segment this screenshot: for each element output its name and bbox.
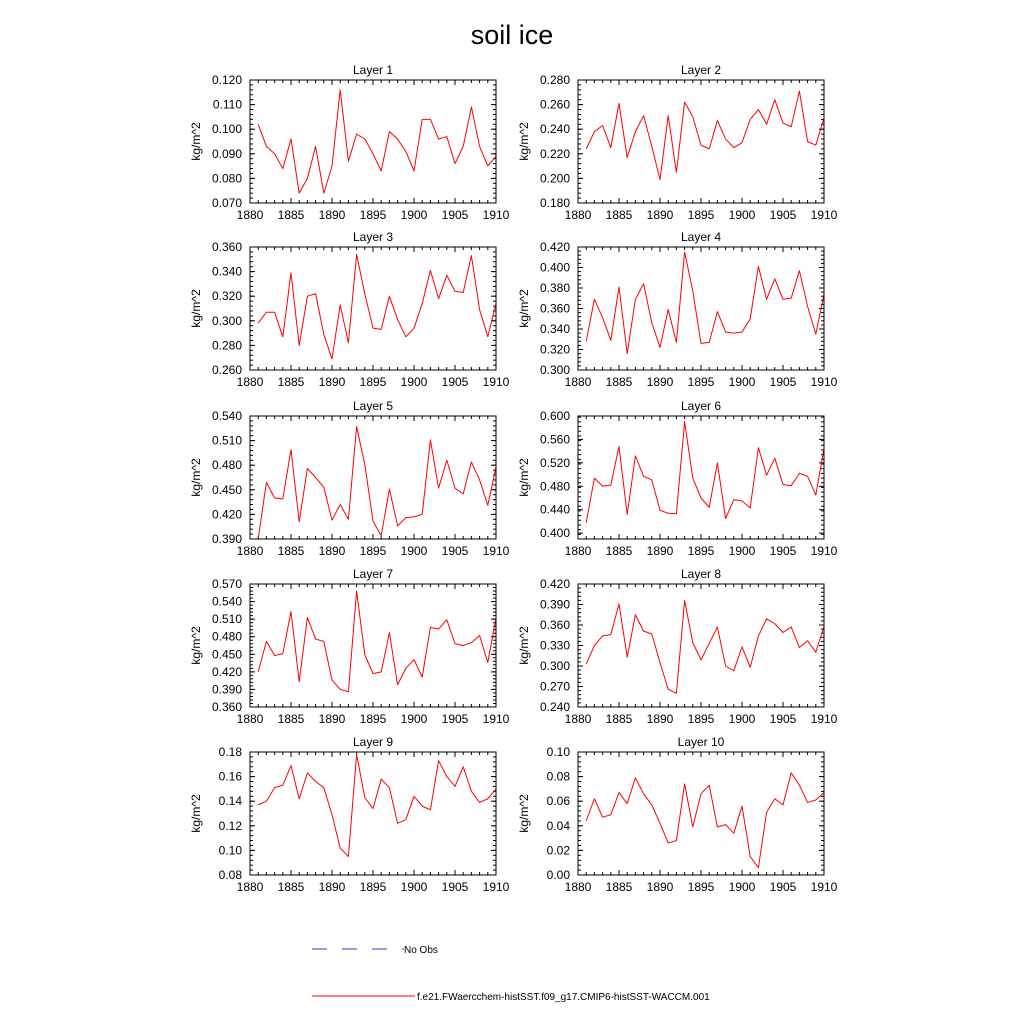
x-tick-label: 1885 <box>605 712 633 726</box>
y-tick-label: 0.200 <box>539 171 570 186</box>
x-tick-label: 1880 <box>564 544 592 558</box>
x-tick-label: 1895 <box>359 880 387 894</box>
x-tick-label: 1890 <box>318 880 346 894</box>
x-tick-label: 1895 <box>359 712 387 726</box>
plot-frame <box>578 416 824 539</box>
x-tick-label: 1905 <box>769 712 797 726</box>
x-tick-label: 1890 <box>318 544 346 558</box>
y-tick-label: 0.280 <box>539 73 570 87</box>
y-tick-label: 0.440 <box>539 502 570 517</box>
y-tick-label: 0.260 <box>539 97 570 112</box>
y-axis-label: kg/m^2 <box>517 289 531 328</box>
x-tick-label: 1885 <box>277 880 305 894</box>
y-tick-label: 0.330 <box>539 638 570 653</box>
x-tick-label: 1900 <box>400 712 428 726</box>
x-tick-label: 1880 <box>236 375 264 389</box>
y-tick-label: 0.300 <box>211 313 242 328</box>
y-tick-label: 0.510 <box>211 433 242 448</box>
x-tick-label: 1885 <box>277 208 305 222</box>
x-tick-label: 1885 <box>605 544 633 558</box>
panel-title: Layer 6 <box>680 399 722 413</box>
panel-layer-3 <box>189 230 510 389</box>
x-tick-label: 1880 <box>564 375 592 389</box>
y-tick-label: 0.220 <box>539 146 570 161</box>
y-tick-label: 0.400 <box>539 526 570 541</box>
x-tick-label: 1900 <box>400 208 428 222</box>
x-tick-label: 1890 <box>318 208 346 222</box>
y-tick-label: 0.14 <box>218 794 242 809</box>
plot-frame <box>578 752 824 875</box>
x-tick-label: 1885 <box>605 880 633 894</box>
y-tick-label: 0.390 <box>539 597 570 612</box>
panel-layer-4 <box>517 230 838 389</box>
y-tick-label: 0.480 <box>211 629 242 644</box>
y-tick-label: 0.380 <box>539 281 570 295</box>
y-tick-label: 0.320 <box>211 289 242 304</box>
panel-layer-10 <box>517 735 838 894</box>
y-tick-label: 0.300 <box>539 659 570 673</box>
legend-series-label: f.e21.FWaercchem-histSST.f09_g17.CMIP6-histSST-WACCM.001 <box>417 992 710 1003</box>
panel-layer-5 <box>189 399 510 558</box>
plot-frame <box>578 247 824 370</box>
x-tick-label: 1900 <box>400 544 428 558</box>
series-line <box>586 600 824 693</box>
x-tick-label: 1890 <box>646 375 674 389</box>
panel-layer-2 <box>517 63 838 222</box>
y-tick-label: 0.04 <box>546 818 570 833</box>
panel-title: Layer 5 <box>352 399 394 413</box>
panel-title: Layer 9 <box>352 735 394 749</box>
series-line <box>586 422 824 523</box>
panels-grid <box>189 63 838 894</box>
y-axis-label: kg/m^2 <box>189 289 203 328</box>
x-tick-label: 1900 <box>400 880 428 894</box>
y-tick-label: 0.420 <box>211 507 242 522</box>
y-tick-label: 0.06 <box>546 794 570 809</box>
panel-title: Layer 2 <box>680 63 722 77</box>
legend <box>312 945 710 1003</box>
x-tick-label: 1905 <box>769 208 797 222</box>
series-line <box>258 90 496 193</box>
x-tick-label: 1905 <box>769 880 797 894</box>
x-tick-label: 1890 <box>646 208 674 222</box>
x-tick-label: 1880 <box>564 712 592 726</box>
y-tick-label: 0.300 <box>539 363 570 377</box>
series-line <box>258 427 496 539</box>
series-line <box>586 773 824 868</box>
x-tick-label: 1900 <box>728 208 756 222</box>
series-line <box>586 252 824 353</box>
plot-frame <box>250 752 496 875</box>
y-tick-label: 0.520 <box>539 455 570 470</box>
x-tick-label: 1905 <box>441 544 469 558</box>
plot-frame <box>578 584 824 707</box>
y-tick-label: 0.420 <box>539 240 570 254</box>
x-tick-label: 1885 <box>277 375 305 389</box>
panel-title: Layer 8 <box>680 567 722 581</box>
x-tick-label: 1880 <box>236 880 264 894</box>
y-tick-label: 0.480 <box>539 479 570 494</box>
x-tick-label: 1880 <box>564 208 592 222</box>
panel-title: Layer 7 <box>352 567 394 581</box>
y-tick-label: 0.420 <box>211 664 242 679</box>
plot-frame <box>250 80 496 203</box>
x-tick-label: 1890 <box>646 544 674 558</box>
y-tick-label: 0.08 <box>218 868 242 882</box>
y-tick-label: 0.180 <box>539 196 570 210</box>
x-tick-label: 1895 <box>687 544 715 558</box>
y-axis-label: kg/m^2 <box>189 458 203 497</box>
x-tick-label: 1885 <box>277 544 305 558</box>
x-tick-label: 1880 <box>236 712 264 726</box>
x-tick-label: 1885 <box>605 375 633 389</box>
x-tick-label: 1910 <box>810 880 838 894</box>
y-tick-label: 0.08 <box>546 769 570 784</box>
y-axis-label: kg/m^2 <box>189 794 203 833</box>
x-tick-label: 1880 <box>236 544 264 558</box>
y-axis-label: kg/m^2 <box>517 122 531 161</box>
panel-title: Layer 1 <box>352 63 394 77</box>
x-tick-label: 1910 <box>810 208 838 222</box>
x-tick-label: 1895 <box>687 375 715 389</box>
x-tick-label: 1900 <box>728 712 756 726</box>
panel-layer-7 <box>189 567 510 726</box>
panel-layer-6 <box>517 399 838 558</box>
legend-noobs-label: No Obs <box>404 945 438 956</box>
panel-title: Layer 4 <box>680 230 722 244</box>
x-tick-label: 1905 <box>441 208 469 222</box>
y-axis-label: kg/m^2 <box>517 794 531 833</box>
x-tick-label: 1905 <box>769 375 797 389</box>
x-tick-label: 1895 <box>687 208 715 222</box>
y-tick-label: 0.570 <box>211 577 242 591</box>
x-tick-label: 1895 <box>359 544 387 558</box>
y-tick-label: 0.110 <box>212 97 242 112</box>
y-tick-label: 0.280 <box>211 338 242 353</box>
y-axis-label: kg/m^2 <box>517 458 531 497</box>
y-tick-label: 0.450 <box>211 482 242 497</box>
y-tick-label: 0.540 <box>211 594 242 609</box>
y-tick-label: 0.240 <box>539 700 570 714</box>
series-line <box>258 591 496 692</box>
y-tick-label: 0.100 <box>211 122 242 137</box>
x-tick-label: 1900 <box>400 375 428 389</box>
y-tick-label: 0.12 <box>218 818 242 833</box>
series-line <box>258 754 496 856</box>
x-tick-label: 1905 <box>441 712 469 726</box>
x-tick-label: 1895 <box>359 375 387 389</box>
series-line <box>258 254 496 359</box>
y-tick-label: 0.16 <box>218 769 242 784</box>
y-tick-label: 0.00 <box>546 868 570 882</box>
figure-title: soil ice <box>470 20 554 50</box>
y-tick-label: 0.360 <box>539 618 570 632</box>
x-tick-label: 1905 <box>441 375 469 389</box>
y-tick-label: 0.540 <box>211 409 242 423</box>
panel-title: Layer 3 <box>352 230 394 244</box>
x-tick-label: 1910 <box>810 544 838 558</box>
y-axis-label: kg/m^2 <box>517 626 531 665</box>
y-tick-label: 0.070 <box>211 196 242 210</box>
x-tick-label: 1905 <box>769 544 797 558</box>
y-tick-label: 0.10 <box>218 843 242 858</box>
y-tick-label: 0.450 <box>211 647 242 662</box>
x-tick-label: 1880 <box>236 208 264 222</box>
y-axis-label: kg/m^2 <box>189 122 203 161</box>
panel-layer-8 <box>517 567 838 726</box>
y-tick-label: 0.420 <box>539 577 570 591</box>
x-tick-label: 1905 <box>441 880 469 894</box>
x-tick-label: 1890 <box>646 880 674 894</box>
y-tick-label: 0.390 <box>211 682 242 697</box>
plot-frame <box>578 80 824 203</box>
y-tick-label: 0.510 <box>211 612 242 627</box>
y-tick-label: 0.02 <box>546 843 570 858</box>
x-tick-label: 1900 <box>728 880 756 894</box>
y-tick-label: 0.240 <box>539 122 570 137</box>
y-tick-label: 0.320 <box>539 342 570 357</box>
y-tick-label: 0.360 <box>539 301 570 316</box>
series-line <box>586 91 824 180</box>
y-tick-label: 0.400 <box>539 260 570 275</box>
x-tick-label: 1890 <box>318 712 346 726</box>
x-tick-label: 1910 <box>482 880 510 894</box>
y-tick-label: 0.360 <box>211 700 242 714</box>
y-tick-label: 0.340 <box>539 322 570 336</box>
x-tick-label: 1895 <box>687 880 715 894</box>
x-tick-label: 1910 <box>482 208 510 222</box>
y-tick-label: 0.270 <box>539 679 570 694</box>
x-tick-label: 1895 <box>359 208 387 222</box>
x-tick-label: 1900 <box>728 544 756 558</box>
y-tick-label: 0.090 <box>211 146 242 161</box>
panel-layer-9 <box>189 735 510 894</box>
x-tick-label: 1885 <box>277 712 305 726</box>
x-tick-label: 1910 <box>810 375 838 389</box>
x-tick-label: 1910 <box>810 712 838 726</box>
y-tick-label: 0.080 <box>211 171 242 186</box>
y-tick-label: 0.480 <box>211 458 242 473</box>
panel-layer-1 <box>189 63 510 222</box>
y-tick-label: 0.18 <box>218 745 242 759</box>
y-tick-label: 0.340 <box>211 264 242 279</box>
y-tick-label: 0.600 <box>539 409 570 423</box>
y-axis-label: kg/m^2 <box>189 626 203 665</box>
y-tick-label: 0.560 <box>539 432 570 447</box>
y-tick-label: 0.260 <box>211 363 242 377</box>
x-tick-label: 1890 <box>318 375 346 389</box>
x-tick-label: 1910 <box>482 544 510 558</box>
x-tick-label: 1910 <box>482 712 510 726</box>
x-tick-label: 1885 <box>605 208 633 222</box>
panel-title: Layer 10 <box>677 735 725 749</box>
x-tick-label: 1880 <box>564 880 592 894</box>
y-tick-label: 0.120 <box>211 73 242 87</box>
x-tick-label: 1900 <box>728 375 756 389</box>
x-tick-label: 1910 <box>482 375 510 389</box>
y-tick-label: 0.10 <box>546 745 570 759</box>
y-tick-label: 0.360 <box>211 240 242 254</box>
x-tick-label: 1890 <box>646 712 674 726</box>
plot-frame <box>250 584 496 707</box>
x-tick-label: 1895 <box>687 712 715 726</box>
y-tick-label: 0.390 <box>211 532 242 546</box>
